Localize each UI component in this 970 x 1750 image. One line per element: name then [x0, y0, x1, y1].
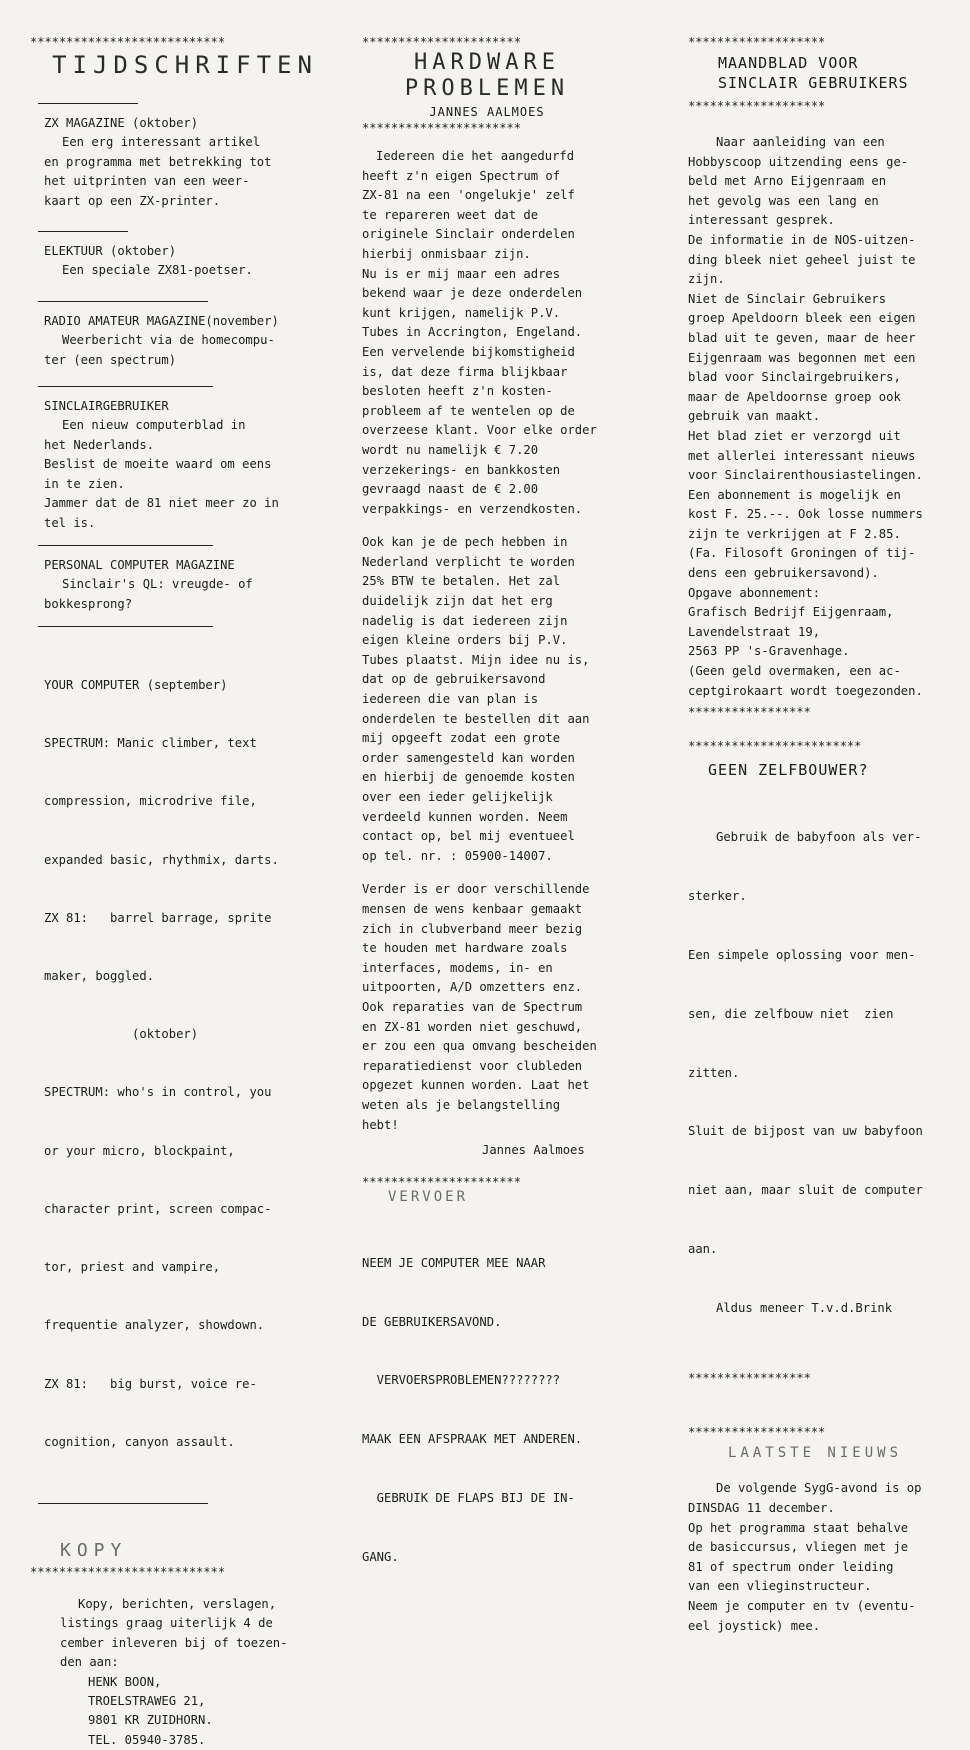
kopy-text: den aan: [60, 1655, 119, 1670]
divider-line [38, 545, 213, 546]
star-divider: ********************** [362, 35, 521, 49]
text-line: verdeeld kunnen worden. Neem [362, 809, 568, 824]
text-line: VERVOERSPROBLEMEN???????? [362, 1373, 561, 1388]
entry-text: het Nederlands. [44, 437, 155, 452]
text-line: Tubes in Accrington, Engeland. [362, 325, 583, 340]
text-line: Een simpele oplossing voor men- [688, 947, 916, 962]
star-divider: ***************** [688, 1371, 811, 1386]
divider-line [38, 626, 213, 627]
text-line: te repareren weet dat de [362, 207, 539, 222]
entry-heading: YOUR COMPUTER (september) [44, 677, 228, 692]
text-line: mensen de wens kenbaar gemaakt [362, 901, 583, 916]
entry-text: ZX 81: big burst, voice re- [44, 1376, 257, 1391]
entry-text: het uitprinten van een weer- [44, 174, 250, 189]
entry-heading: ZX MAGAZINE (oktober) [44, 116, 199, 130]
entry-sinclairgebruiker [44, 397, 340, 533]
entry-text: or your micro, blockpaint, [44, 1143, 235, 1158]
entry-text: Een speciale ZX81-poetser. [62, 263, 253, 278]
divider-line [38, 231, 128, 232]
text-line: verpakkings- en verzendkosten. [362, 501, 583, 516]
text-line: hebt! [362, 1117, 399, 1132]
text-line: sen, die zelfbouw niet zien [688, 1006, 894, 1021]
text-line: 25% BTW te betalen. Het zal [362, 574, 561, 589]
kopy-notice [60, 1595, 340, 1750]
text-line: wordt nu namelijk € 7.20 [362, 442, 539, 457]
text-line: beld met Arno Eijgenraam en [688, 174, 887, 189]
text-line: GANG. [362, 1549, 399, 1564]
text-line: originele Sinclair onderdelen [362, 227, 575, 242]
entry-text: expanded basic, rhythmix, darts. [44, 852, 279, 867]
text-line: over een ieder gelijkelijk [362, 790, 553, 804]
text-line: gevraagd naast de € 2.00 [362, 482, 539, 497]
text-line: Niet de Sinclair Gebruikers [688, 291, 887, 306]
text-line: Het blad ziet er verzorgd uit [688, 428, 901, 443]
text-line: Ook reparaties van de Spectrum [362, 999, 583, 1014]
text-line: Nu is er mij maar een adres [362, 266, 561, 281]
text-line: Eijgenraam was begonnen met een [688, 350, 916, 365]
text-line: Een abonnement is mogelijk en [688, 487, 901, 502]
entry-personal-computer [44, 556, 340, 614]
text-line: blad voor Sinclairgebruikers, [688, 370, 901, 385]
text-line: de basiccursus, vliegen met je [688, 1540, 909, 1555]
divider-line [38, 1503, 208, 1504]
text-line: interfaces, modems, in- en [362, 960, 553, 975]
text-line: maar de Apeldoornse groep ook [688, 389, 901, 404]
title-line: SINCLAIR GEBRUIKERS [718, 74, 909, 92]
text-line: Ook kan je de pech hebben in [362, 535, 568, 550]
text-line: blad uit te geven, maar de heer [688, 330, 916, 345]
text-line: met allerlei interessant nieuws [688, 448, 916, 463]
entry-radio-amateur [44, 312, 340, 370]
text-line: dens een gebruikersavond). [688, 566, 879, 581]
text-line: Neem je computer en tv (eventu- [688, 1599, 916, 1613]
star-divider: ************************ [688, 739, 862, 754]
text-line: eigen kleine orders bij P.V. [362, 633, 568, 648]
column-maandblad [688, 35, 958, 1636]
text-line: nadelig is dat iedereen zijn [362, 613, 568, 628]
maandblad-article [688, 133, 958, 701]
entry-text: SPECTRUM: who's in control, you [44, 1085, 272, 1100]
text-line: groep Apeldoorn bleek een eigen [688, 311, 916, 326]
text-line: MAAK EEN AFSPRAAK MET ANDEREN. [362, 1432, 583, 1447]
text-line: zich in clubverband meer bezig [362, 921, 583, 936]
text-line: van een vlieginstructeur. [688, 1579, 872, 1594]
text-line: hierbij onmisbaar zijn. [362, 246, 531, 261]
text-line: Aldus meneer T.v.d.Brink [716, 1300, 893, 1315]
text-line: uitpoorten, A/D omzetters enz. [362, 980, 583, 995]
text-line: De volgende SygG-avond is op [716, 1481, 922, 1496]
text-line: iedereen die van plan is [362, 692, 539, 707]
article-paragraph-3 [362, 880, 612, 1160]
text-line: en hierbij de genoemde kosten [362, 770, 575, 785]
entry-heading: SINCLAIRGEBRUIKER [44, 399, 169, 414]
text-line: Iedereen die het aangedurfd [376, 149, 575, 163]
text-line: het gevolg was een lang en [688, 193, 879, 208]
kopy-text: cember inleveren bij of toezen- [60, 1635, 288, 1650]
text-line: bekend waar je deze onderdelen [362, 286, 583, 301]
article-body [362, 147, 612, 1161]
entry-text: bokkesprong? [44, 596, 133, 611]
entry-text: tel is. [44, 515, 96, 530]
entry-text: Een nieuw computerblad in [62, 418, 246, 433]
text-line: Hobbyscoop uitzending eens ge- [688, 154, 909, 169]
text-line: contact op, bel mij eventueel [362, 829, 575, 844]
star-divider: *************************** [30, 35, 226, 49]
entry-text: Sinclair's QL: vreugde- of [62, 577, 253, 592]
star-divider: ********************** [362, 1174, 521, 1189]
section-title-laatste-nieuws: LAATSTE NIEUWS [728, 1445, 903, 1462]
article-paragraph-2 [362, 533, 612, 866]
section-title-kopy: KOPY [60, 1540, 128, 1561]
text-line: reparatiedienst voor clubleden [362, 1058, 583, 1073]
divider-line [38, 301, 208, 302]
title-line: MAANDBLAD VOOR [718, 54, 859, 72]
text-line: GEBRUIK DE FLAPS BIJ DE IN- [362, 1491, 575, 1505]
address-line: 9801 KR ZUIDHORN. [88, 1713, 213, 1728]
text-line: verzekerings- en bankkosten [362, 462, 561, 477]
text-line: duidelijk zijn dat het erg [362, 594, 553, 609]
entry-text: cognition, canyon assault. [44, 1434, 235, 1449]
text-line: zijn. [688, 272, 725, 287]
text-line: mij opgeeft zodat een grote [362, 731, 561, 746]
entry-your-computer [44, 637, 340, 1491]
entry-text: (oktober) [44, 1027, 199, 1042]
section-title-maandblad [718, 53, 958, 93]
entry-text: SPECTRUM: Manic climber, text [44, 736, 257, 751]
text-line: Gebruik de babyfoon als ver- [716, 830, 922, 845]
text-line: Op het programma staat behalve [688, 1520, 909, 1535]
address-line: TROELSTRAWEG 21, [88, 1694, 206, 1709]
entry-text: ter (een spectrum) [44, 352, 177, 367]
text-line: ZX-81 na een 'ongelukje' zelf [362, 188, 575, 203]
section-title-hardware: HARDWARE [414, 50, 560, 75]
column-hardware-problemen [362, 35, 612, 1607]
text-line: 81 of spectrum onder leiding [688, 1559, 894, 1574]
text-line: (Geen geld overmaken, een ac- [688, 664, 901, 679]
text-line: ding bleek niet geheel juist te [688, 252, 916, 267]
entry-text: Weerbericht via de homecompu- [62, 333, 275, 348]
text-line: te houden met hardware zoals [362, 941, 568, 956]
entry-text: Jammer dat de 81 niet meer zo in [44, 496, 279, 511]
star-divider: ******************* [688, 35, 826, 49]
zelfbouwer-article [688, 789, 958, 1357]
text-line: dat op de gebruikersavond [362, 672, 546, 687]
text-line: Tubes plaatst. Mijn idee nu is, [362, 652, 590, 667]
text-line: besloten heeft z'n kosten- [362, 384, 553, 399]
star-divider: ***************** [688, 705, 811, 720]
text-line: onderdelen te bestellen dit aan [362, 711, 590, 726]
text-line: Verder is er door verschillende [362, 882, 590, 897]
text-line: order samengesteld kan worden [362, 750, 575, 765]
laatste-nieuws-article [688, 1479, 958, 1636]
text-line: zijn te verkrijgen at F 2.85. [688, 526, 901, 541]
star-divider: ******************* [688, 99, 826, 113]
text-line: Nederland verplicht te worden [362, 554, 575, 569]
entry-text: ZX 81: barrel barrage, sprite [44, 910, 272, 925]
column-tijdschriften [30, 35, 340, 1750]
entry-text: kaart op een ZX-printer. [44, 193, 221, 208]
text-line: opgezet kunnen worden. Laat het [362, 1078, 590, 1093]
address-line: TEL. 05940-3785. [88, 1732, 206, 1747]
star-divider: *************************** [30, 1565, 226, 1579]
entry-text: Een erg interessant artikel [62, 135, 261, 150]
entry-text: Beslist de moeite waard om eens [44, 457, 272, 472]
section-title-vervoer: VERVOER [388, 1188, 469, 1205]
star-divider: ********************** [362, 121, 521, 135]
text-line: is, dat deze firma blijkbaar [362, 364, 568, 379]
star-divider: ******************* [688, 1425, 826, 1440]
text-line: kunt krijgen, namelijk P.V. [362, 305, 561, 320]
section-title-tijdschriften: TIJDSCHRIFTEN [52, 51, 318, 79]
text-line: Opgave abonnement: [688, 585, 821, 600]
entry-text: tor, priest and vampire, [44, 1260, 221, 1275]
text-line: kost F. 25.--. Ook losse nummers [688, 507, 923, 522]
text-line: sterker. [688, 889, 747, 904]
text-line: De informatie in de NOS-uitzen- [688, 232, 916, 247]
text-line: Lavendelstraat 19, [688, 624, 821, 639]
text-line: NEEM JE COMPUTER MEE NAAR [362, 1255, 546, 1270]
text-line: probleem af te wentelen op de [362, 403, 575, 418]
text-line: weten als je belangstelling [362, 1097, 561, 1112]
text-line: ceptgirokaart wordt toegezonden. [688, 683, 923, 698]
text-line: eel joystick) mee. [688, 1618, 821, 1633]
entry-elektuur [44, 242, 340, 281]
entry-text: compression, microdrive file, [44, 794, 257, 809]
text-line: overzeese klant. Voor elke order [362, 423, 597, 438]
section-title-geen-zelfbouwer: GEEN ZELFBOUWER? [708, 761, 869, 780]
article-signature: Jannes Aalmoes [482, 1143, 585, 1158]
text-line: Sluit de bijpost van uw babyfoon [688, 1124, 923, 1139]
text-line: voor Sinclairenthousiastelingen. [688, 468, 923, 483]
entry-text: maker, boggled. [44, 969, 155, 984]
address-line: HENK BOON, [88, 1674, 162, 1689]
text-line: niet aan, maar sluit de computer [688, 1183, 923, 1198]
text-line: Grafisch Bedrijf Eijgenraam, [688, 605, 894, 620]
text-line: op tel. nr. : 05900-14007. [362, 848, 553, 863]
entry-text: en programma met betrekking tot [44, 154, 272, 169]
entry-heading: RADIO AMATEUR MAGAZINE(november) [44, 313, 279, 328]
entry-zx-magazine [44, 114, 340, 211]
text-line: gebruik van maakt. [688, 409, 821, 424]
text-line: Een vervelende bijkomstigheid [362, 344, 575, 359]
text-line: 2563 PP 's-Gravenhage. [688, 644, 850, 659]
vervoer-notice [362, 1215, 612, 1607]
entry-text: frequentie analyzer, showdown. [44, 1318, 265, 1333]
text-line: er zou een qua omvang bescheiden [362, 1039, 597, 1054]
text-line: aan. [688, 1241, 718, 1256]
section-title-problemen: PROBLEMEN [404, 76, 570, 101]
text-line: zitten. [688, 1065, 740, 1080]
article-paragraph-1 [362, 147, 612, 519]
entry-text: character print, screen compac- [44, 1201, 272, 1216]
divider-line [38, 386, 213, 387]
kopy-text: listings graag uiterlijk 4 de [60, 1616, 273, 1631]
text-line: (Fa. Filosoft Groningen of tij- [688, 546, 916, 561]
entry-text: in te zien. [44, 476, 125, 491]
text-line: DINSDAG 11 december. [688, 1501, 835, 1516]
text-line: heeft z'n eigen Spectrum of [362, 168, 561, 183]
article-author: JANNES AALMOES [429, 105, 545, 119]
entry-heading: PERSONAL COMPUTER MAGAZINE [44, 557, 235, 572]
text-line: interessant gesprek. [688, 213, 835, 228]
text-line: en ZX-81 worden niet geschuwd, [362, 1019, 583, 1034]
text-line: DE GEBRUIKERSAVOND. [362, 1314, 502, 1329]
entry-heading: ELEKTUUR (oktober) [44, 244, 177, 259]
text-line: Naar aanleiding van een [716, 135, 885, 149]
divider-line [38, 103, 138, 104]
kopy-address [60, 1673, 340, 1750]
kopy-text: Kopy, berichten, verslagen, [78, 1597, 277, 1611]
